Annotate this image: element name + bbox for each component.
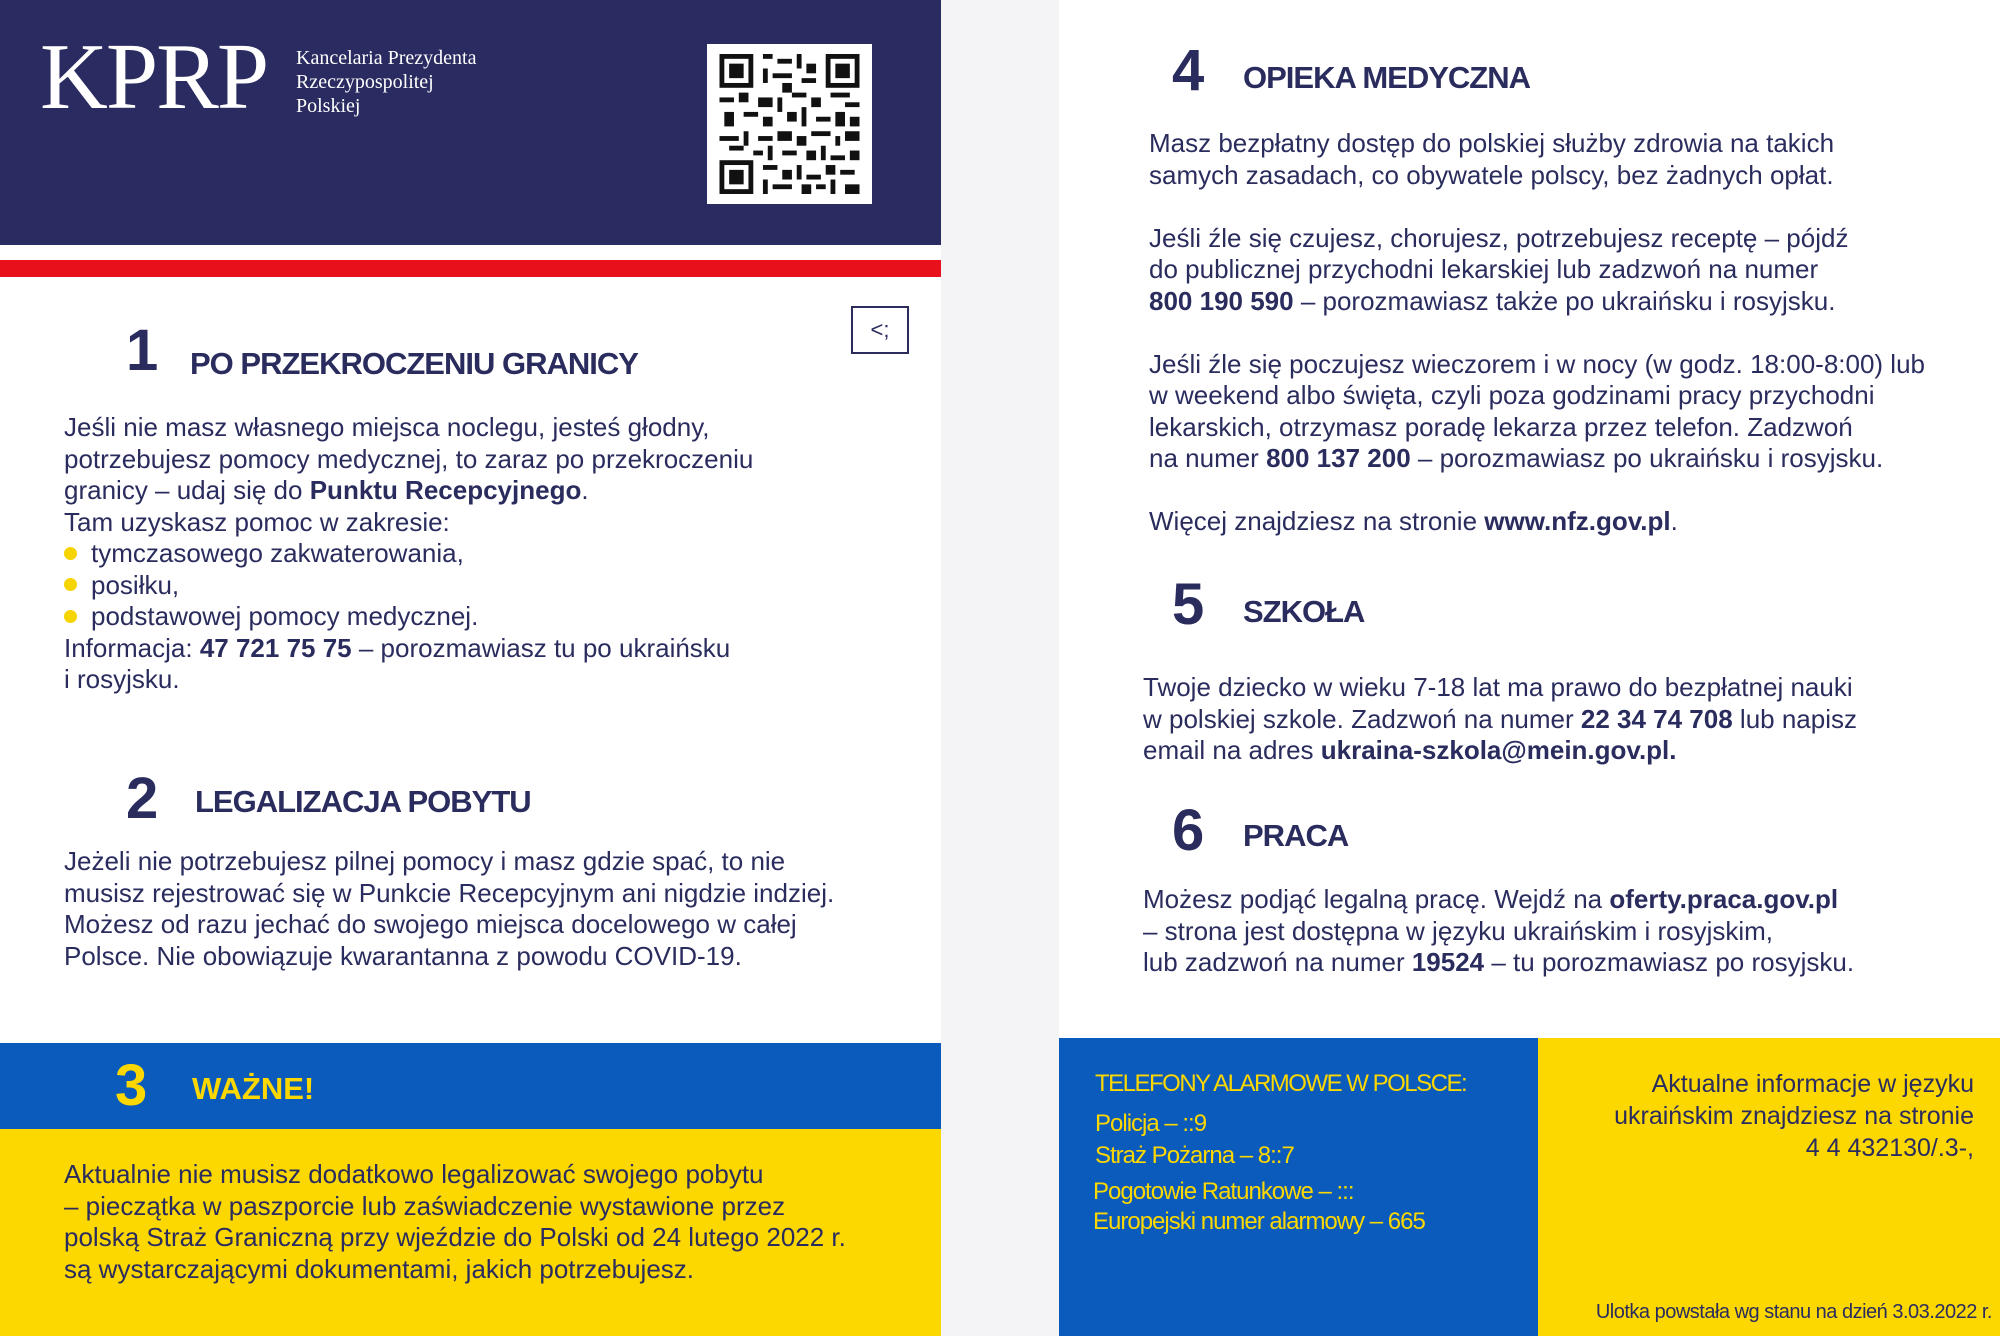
info-text: Aktualne informacje w języku ukraińskim znajdziesz na stronie 4 4 432130/.3-, — [1614, 1070, 1974, 1162]
section-3-body-panel — [0, 1129, 941, 1336]
section-5-title: SZKOŁA — [1243, 594, 1365, 629]
flag-stripe-red — [0, 260, 941, 277]
police-phone: Policja – ::9 — [1095, 1110, 1207, 1137]
org-name: Kancelaria Prezydenta Rzeczypospolitej Polskiej — [296, 47, 477, 117]
section-6-body: Możesz podjąć legalną pracę. Wejdź na oferty.praca.gov.pl – strona jest dostępna w języku ukraińskim i rosyjskim, lub zadzwoń na numer 19524 – tu porozmawiasz po rosyjsku. — [1143, 884, 1855, 977]
school-email-link[interactable]: ukraina-szkola@mein.gov.pl. — [1320, 735, 1677, 765]
section-1-body: Jeśli nie masz własnego miejsca noclegu, jesteś głodny, potrzebujesz pomocy medycznej, to zaraz po przekroczeniu granicy – udaj się do Punktu Recepcyjnego. Tam uzyskasz pomoc w zakresie: tymczasowego zakwaterowania, posiłku, podstawowej pomocy medycznej. Informacja: 47 721 75 75 – porozmawiasz tu po ukraińsku i rosyjsku. — [64, 412, 924, 696]
list-item: podstawowej pomocy medycznej. — [64, 601, 924, 633]
phone-line: na numer 800 137 200 – porozmawiasz po ukraińsku i rosyjsku. — [1149, 443, 1884, 473]
section-5-number: 5 — [1172, 572, 1205, 637]
language-button[interactable]: <; — [851, 306, 909, 354]
info-phone-line: Informacja: 47 721 75 75 – porozmawiasz tu po ukraińsku — [64, 632, 731, 663]
section-2-title: LEGALIZACJA POBYTU — [195, 784, 531, 819]
list-item: tymczasowego zakwaterowania, — [64, 538, 924, 570]
section-6-number: 6 — [1172, 798, 1205, 863]
ambulance-phone: Pogotowie Ratunkowe – ::: — [1093, 1178, 1354, 1205]
section-2-number: 2 — [126, 766, 159, 831]
section-3-header — [0, 1043, 941, 1129]
header — [0, 0, 941, 245]
european-emergency-phone: Europejski numer alarmowy – 665 — [1093, 1208, 1425, 1235]
kprp-logo: KPRP — [40, 25, 268, 129]
flag-stripe-white — [0, 245, 941, 260]
section-4-title: OPIEKA MEDYCZNA — [1243, 60, 1530, 95]
nfz-link[interactable]: www.nfz.gov.pl — [1484, 506, 1671, 536]
section-1-number: 1 — [126, 318, 159, 383]
section-5-body: Twoje dziecko w wieku 7-18 lat ma prawo do bezpłatnej nauki w polskiej szkole. Zadzwoń na numer 22 34 74 708 lub napisz email na adres ukraina-szkola@mein.gov.pl. — [1143, 672, 1857, 765]
phone-line: 800 190 590 – porozmawiasz także po ukraińsku i rosyjsku. — [1149, 285, 1836, 316]
emergency-phones-panel — [1059, 1038, 1538, 1336]
leaflet-date-note: Ulotka powstała wg stanu na dzień 3.03.2022 r. — [1595, 1301, 1992, 1323]
qr-code[interactable] — [707, 44, 872, 204]
qr-code-icon — [717, 54, 862, 194]
section-4-number: 4 — [1172, 38, 1205, 103]
emergency-phones-title: TELEFONY ALARMOWE W POLSCE: — [1095, 1070, 1467, 1097]
section-1-title: PO PRZEKROCZENIU GRANICY — [190, 346, 638, 381]
list-item: posiłku, — [64, 570, 924, 602]
section-3-number: 3 — [115, 1053, 148, 1118]
fire-phone: Straż Pożarna – 8::7 — [1095, 1142, 1294, 1169]
section-3-body: Aktualnie nie musisz dodatkowo legalizować swojego pobytu – pieczątka w paszporcie lub zaświadczenie wystawione przez polską Straż Graniczną przy wjeździe do Polski od 24 lutego 2022 r. są wystarczającymi dokumentami, jakich potrzebujesz. — [64, 1159, 846, 1284]
section-3-title: WAŻNE! — [192, 1071, 315, 1106]
job-offers-link[interactable]: oferty.praca.gov.pl — [1609, 884, 1839, 914]
section-4-body: Masz bezpłatny dostęp do polskiej służby zdrowia na takich samych zasadach, co obywatele polscy, bez żadnych opłat. Jeśli źle się czujesz, chorujesz, potrzebujesz receptę – pójdź do publicznej przychodni lekarskiej lub zadzwoń na numer 800 190 590 – porozmawiasz także po ukraińsku i rosyjsku. Jeśli źle się poczujesz wieczorem i w nocy (w godz. 18:00-8:00) lub w weekend albo święta, czyli poza godzinami pracy przychodni lekarskich, otrzymasz poradę lekarza przez telefon. Zadzwoń na numer 800 137 200 – porozmawiasz po ukraińsku i rosyjsku. Więcej znajdziesz na stronie www.nfz.gov.pl. — [1149, 128, 1989, 538]
info-panel — [1538, 1038, 2000, 1336]
section-6-title: PRACA — [1243, 818, 1349, 853]
section-2-body: Jeżeli nie potrzebujesz pilnej pomocy i masz gdzie spać, to nie musisz rejestrować się w Punkcie Recepcyjnym ani nigdzie indziej. Możesz od razu jechać do swojego miejsca docelowego w całej Polsce. Nie obowiązuje kwarantanna z powodu COVID-19. — [64, 846, 835, 971]
